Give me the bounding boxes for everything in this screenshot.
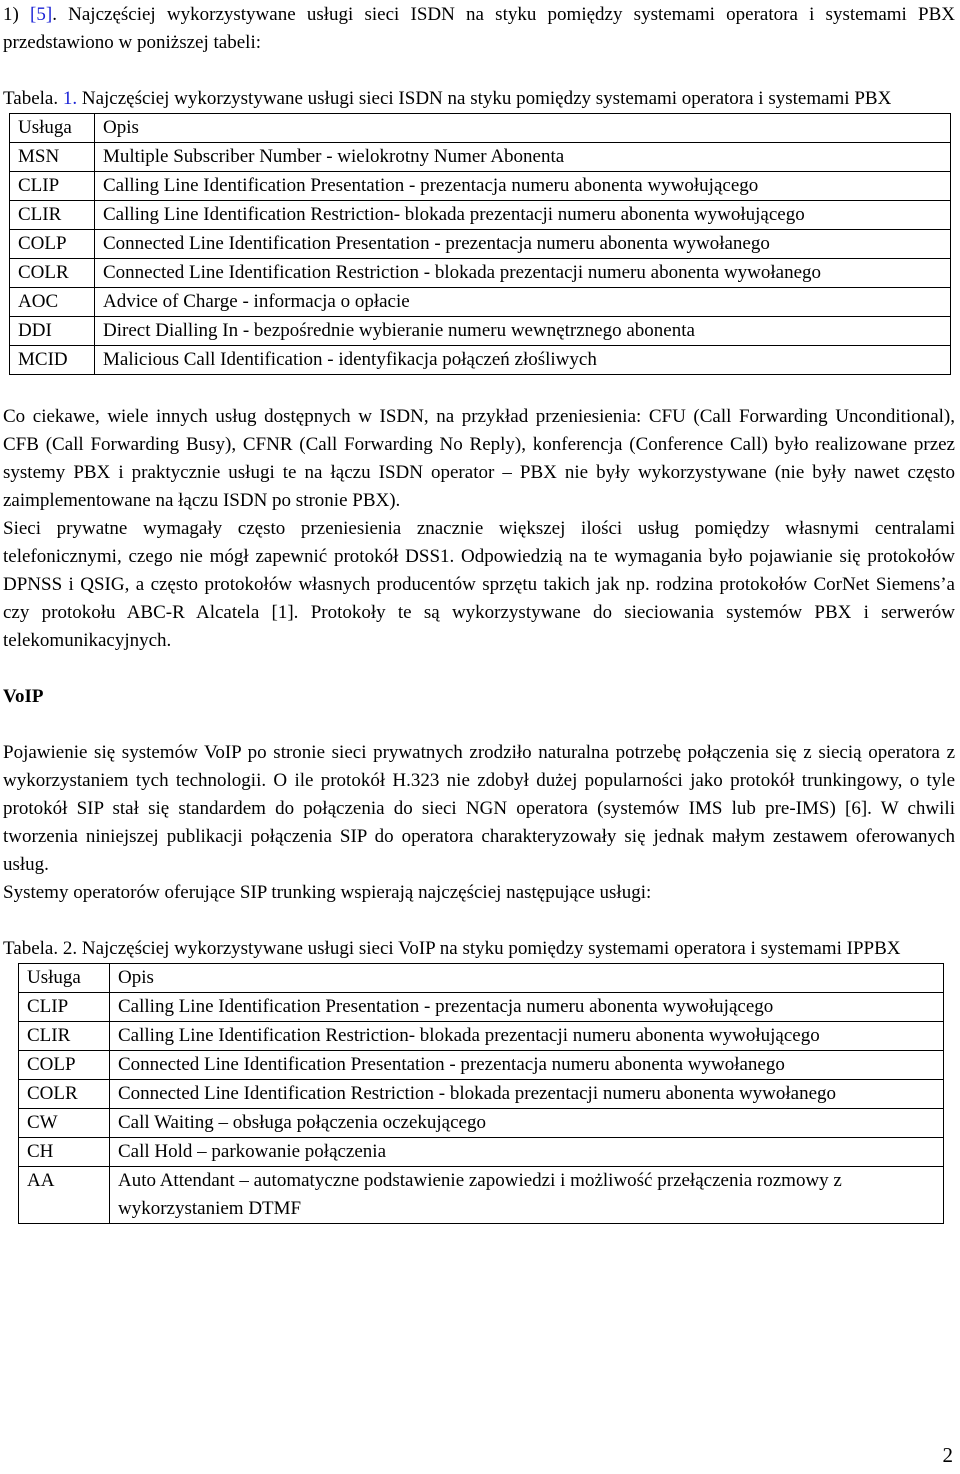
voip-services-table (18, 963, 944, 1224)
spacer (3, 57, 955, 85)
service-description-cell: Advice of Charge - informacja o opłacie (95, 288, 951, 317)
paragraph-sip-trunking: Systemy operatorów oferujące SIP trunking wspierają najczęściej następujące usługi: (3, 882, 652, 903)
table-row (10, 346, 951, 375)
table-row (19, 1080, 944, 1109)
table-header-row (10, 114, 951, 143)
service-code-cell: CLIR (19, 1022, 110, 1051)
isdn-services-table (9, 113, 951, 375)
section-heading-voip: VoIP (3, 686, 44, 707)
table-row (19, 1138, 944, 1167)
table-row (10, 288, 951, 317)
table-row (10, 143, 951, 172)
service-description-cell: Calling Line Identification Restriction- blokada prezentacji numeru abonenta wywołującego (95, 201, 951, 230)
table-header-cell: Opis (110, 964, 944, 993)
intro-paragraph (3, 1, 955, 57)
table-row (10, 259, 951, 288)
service-code-cell: CW (19, 1109, 110, 1138)
paragraph-voip: Pojawienie się systemów VoIP po stronie sieci prywatnych zrodziło naturalna potrzebę połączenia się z siecią operatora z wykorzystaniem tych technologii. O ile protokół H.323 nie zdobył dużej popularności jako protokół trunkingowy, o tyle protokół SIP stał się standardem do połączenia do sieci NGN operatora (systemów IMS lub pre-IMS) [6]. W chwili tworzenia niniejszej publikacji połączenia SIP do operatora charakteryzowały się jednak małym zestawem oferowanych usług. (3, 742, 955, 875)
table-row (10, 230, 951, 259)
table-row (19, 1022, 944, 1051)
service-description-cell: Call Hold – parkowanie połączenia (110, 1138, 944, 1167)
service-code-cell: MCID (10, 346, 95, 375)
spacer (3, 907, 955, 935)
intro-text: . Najczęściej wykorzystywane usługi sieci ISDN na styku pomiędzy systemami operatora i systemami PBX przedstawiono w poniższej tabeli: (3, 4, 955, 53)
table-row (19, 993, 944, 1022)
table-header-cell: Usługa (10, 114, 95, 143)
service-description-cell: Multiple Subscriber Number - wielokrotny Numer Abonenta (95, 143, 951, 172)
service-description-cell: Malicious Call Identification - identyfikacja połączeń złośliwych (95, 346, 951, 375)
service-description-cell: Connected Line Identification Presentation - prezentacja numeru abonenta wywołanego (95, 230, 951, 259)
service-code-cell: AOC (10, 288, 95, 317)
service-description-cell: Auto Attendant – automatyczne podstawienie zapowiedzi i możliwość przełączenia rozmowy z wykorzystaniem DTMF (110, 1167, 944, 1224)
table-header-cell: Opis (95, 114, 951, 143)
spacer (3, 375, 955, 403)
table2-caption: Tabela. 2. Najczęściej wykorzystywane usługi sieci VoIP na styku pomiędzy systemami operatora i systemami IPPBX (3, 938, 901, 959)
service-description-cell: Call Waiting – obsługa połączenia oczekującego (110, 1109, 944, 1138)
isdn-services-table-body (10, 114, 951, 375)
spacer (3, 711, 955, 739)
service-code-cell: CLIR (10, 201, 95, 230)
table-header-cell: Usługa (19, 964, 110, 993)
service-description-cell: Calling Line Identification Restriction- blokada prezentacji numeru abonenta wywołującego (110, 1022, 944, 1051)
service-code-cell: DDI (10, 317, 95, 346)
table1-caption-text: Najczęściej wykorzystywane usługi sieci ISDN na styku pomiędzy systemami operatora i systemami PBX (77, 88, 892, 109)
table-row (10, 201, 951, 230)
service-code-cell: CH (19, 1138, 110, 1167)
spacer (3, 655, 955, 683)
service-code-cell: COLP (19, 1051, 110, 1080)
reference-link-5[interactable]: [5] (30, 4, 53, 25)
table1-caption-prefix: Tabela. (3, 88, 63, 109)
paragraph-private-networks: Sieci prywatne wymagały często przeniesienia znacznie większej ilości usług pomiędzy własnymi centralami telefonicznymi, czego nie mógł zapewnić protokół DSS1. Odpowiedzią na te wymagania było pojawianie się protokołów DPNSS i QSIG, a często protokołów własnych producentów sprzętu takich jak np. rodzina protokołów CorNet Siemens’a czy protokołu ABC-R Alcatela [1]. Protokoły te są wykorzystywane do sieciowania systemów PBX i serwerów telekomunikacyjnych. (3, 518, 955, 651)
service-code-cell: COLR (19, 1080, 110, 1109)
document-page (3, 1, 955, 1224)
service-code-cell: COLP (10, 230, 95, 259)
service-description-cell: Connected Line Identification Restriction - blokada prezentacji numeru abonenta wywołanego (110, 1080, 944, 1109)
table-row (19, 1167, 944, 1224)
service-description-cell: Connected Line Identification Presentation - prezentacja numeru abonenta wywołanego (110, 1051, 944, 1080)
paragraph-isdn-forwarding: Co ciekawe, wiele innych usług dostępnych w ISDN, na przykład przeniesienia: CFU (Call Forwarding Unconditional), CFB (Call Forwarding Busy), CFNR (Call Forwarding No Reply), konferencja (Conference Call) było realizowane przez systemy PBX i praktycznie usługi te na łączu ISDN operator – PBX nie były wykorzystywane (nie były nawet często zaimplementowane na łączu ISDN po stronie PBX). (3, 406, 955, 511)
service-code-cell: CLIP (19, 993, 110, 1022)
table1-caption (3, 85, 955, 113)
table-row (19, 1109, 944, 1138)
service-code-cell: CLIP (10, 172, 95, 201)
service-description-cell: Calling Line Identification Presentation - prezentacja numeru abonenta wywołującego (95, 172, 951, 201)
table1-caption-link[interactable]: 1. (62, 88, 78, 109)
service-description-cell: Calling Line Identification Presentation - prezentacja numeru abonenta wywołującego (110, 993, 944, 1022)
table-header-row (19, 964, 944, 993)
table-row (10, 317, 951, 346)
service-description-cell: Direct Dialling In - bezpośrednie wybieranie numeru wewnętrznego abonenta (95, 317, 951, 346)
service-code-cell: COLR (10, 259, 95, 288)
page-number: 2 (942, 1443, 953, 1467)
service-code-cell: MSN (10, 143, 95, 172)
table-row (19, 1051, 944, 1080)
service-code-cell: AA (19, 1167, 110, 1224)
voip-services-table-body (19, 964, 944, 1224)
intro-prefix: 1) (3, 4, 31, 25)
service-description-cell: Connected Line Identification Restriction - blokada prezentacji numeru abonenta wywołanego (95, 259, 951, 288)
table-row (10, 172, 951, 201)
